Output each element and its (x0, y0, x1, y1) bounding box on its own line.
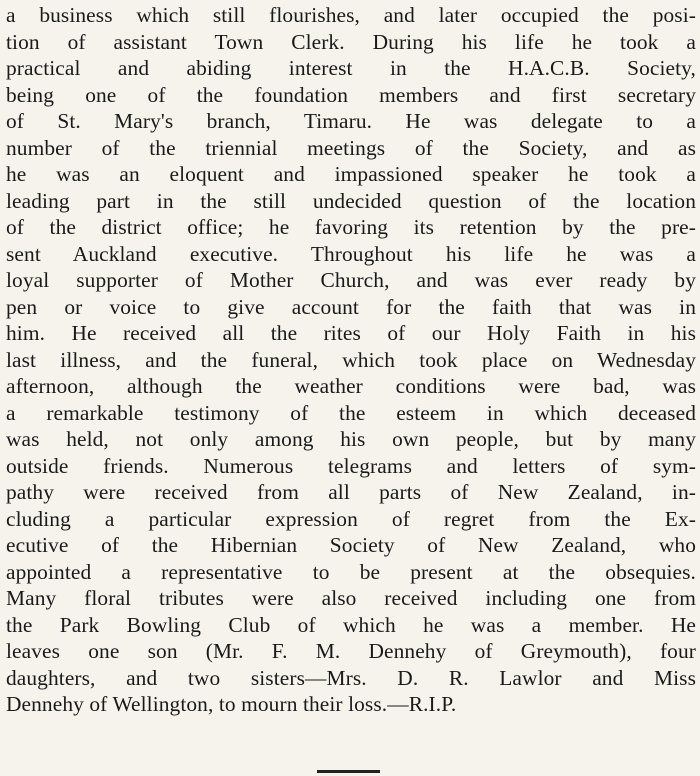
article-line: he was an eloquent and impassioned speaker he took a (6, 162, 696, 186)
article-line: afternoon, although the weather conditions were bad, was (6, 374, 696, 398)
article-line: Many floral tributes were also received including one from (6, 586, 696, 610)
article-line: cluding a particular expression of regret from the Ex- (6, 506, 696, 531)
article-line: Dennehy of Wellington, to mourn their loss.—R.I.P. (6, 692, 457, 716)
article-line: outside friends. Numerous telegrams and letters of sym- (6, 453, 696, 478)
article-line: was held, not only among his own people, but by many (6, 427, 696, 451)
article-line: being one of the foundation members and first secretary (6, 82, 696, 107)
article-line: leaves one son (Mr. F. M. Dennehy of Greymouth), four (6, 639, 696, 663)
article-line: ecutive of the Hibernian Society of New Zealand, who (6, 533, 696, 557)
article-line: loyal supporter of Mother Church, and was ever ready by (6, 268, 696, 292)
article-line: pen or voice to give account for the faith that was in (6, 294, 696, 319)
article-line: a business which still flourishes, and later occupied the posi- (6, 3, 696, 27)
article-line: number of the triennial meetings of the Society, and as (6, 135, 696, 160)
article-line: last illness, and the funeral, which took place on Wednesday (6, 347, 696, 372)
article-line: practical and abiding interest in the H.A.C.B. Society, (6, 56, 696, 80)
obituary-article (6, 2, 696, 718)
article-line: a remarkable testimony of the esteem in which deceased (6, 400, 696, 425)
article-line: the Park Bowling Club of which he was a member. He (6, 612, 696, 637)
article-line: tion of assistant Town Clerk. During his life he took a (6, 29, 696, 54)
article-line: daughters, and two sisters—Mrs. D. R. Lawlor and Miss (6, 665, 696, 690)
article-line: leading part in the still undecided question of the location (6, 188, 696, 213)
article-line: of St. Mary's branch, Timaru. He was delegate to a (6, 109, 696, 133)
article-line: of the district office; he favoring its retention by the pre- (6, 215, 696, 239)
section-divider-rule (317, 770, 380, 773)
article-line: sent Auckland executive. Throughout his life he was a (6, 241, 696, 266)
article-line: appointed a representative to be present at the obsequies. (6, 559, 696, 584)
article-line: him. He received all the rites of our Holy Faith in his (6, 321, 696, 345)
article-line: pathy were received from all parts of New Zealand, in- (6, 480, 696, 504)
